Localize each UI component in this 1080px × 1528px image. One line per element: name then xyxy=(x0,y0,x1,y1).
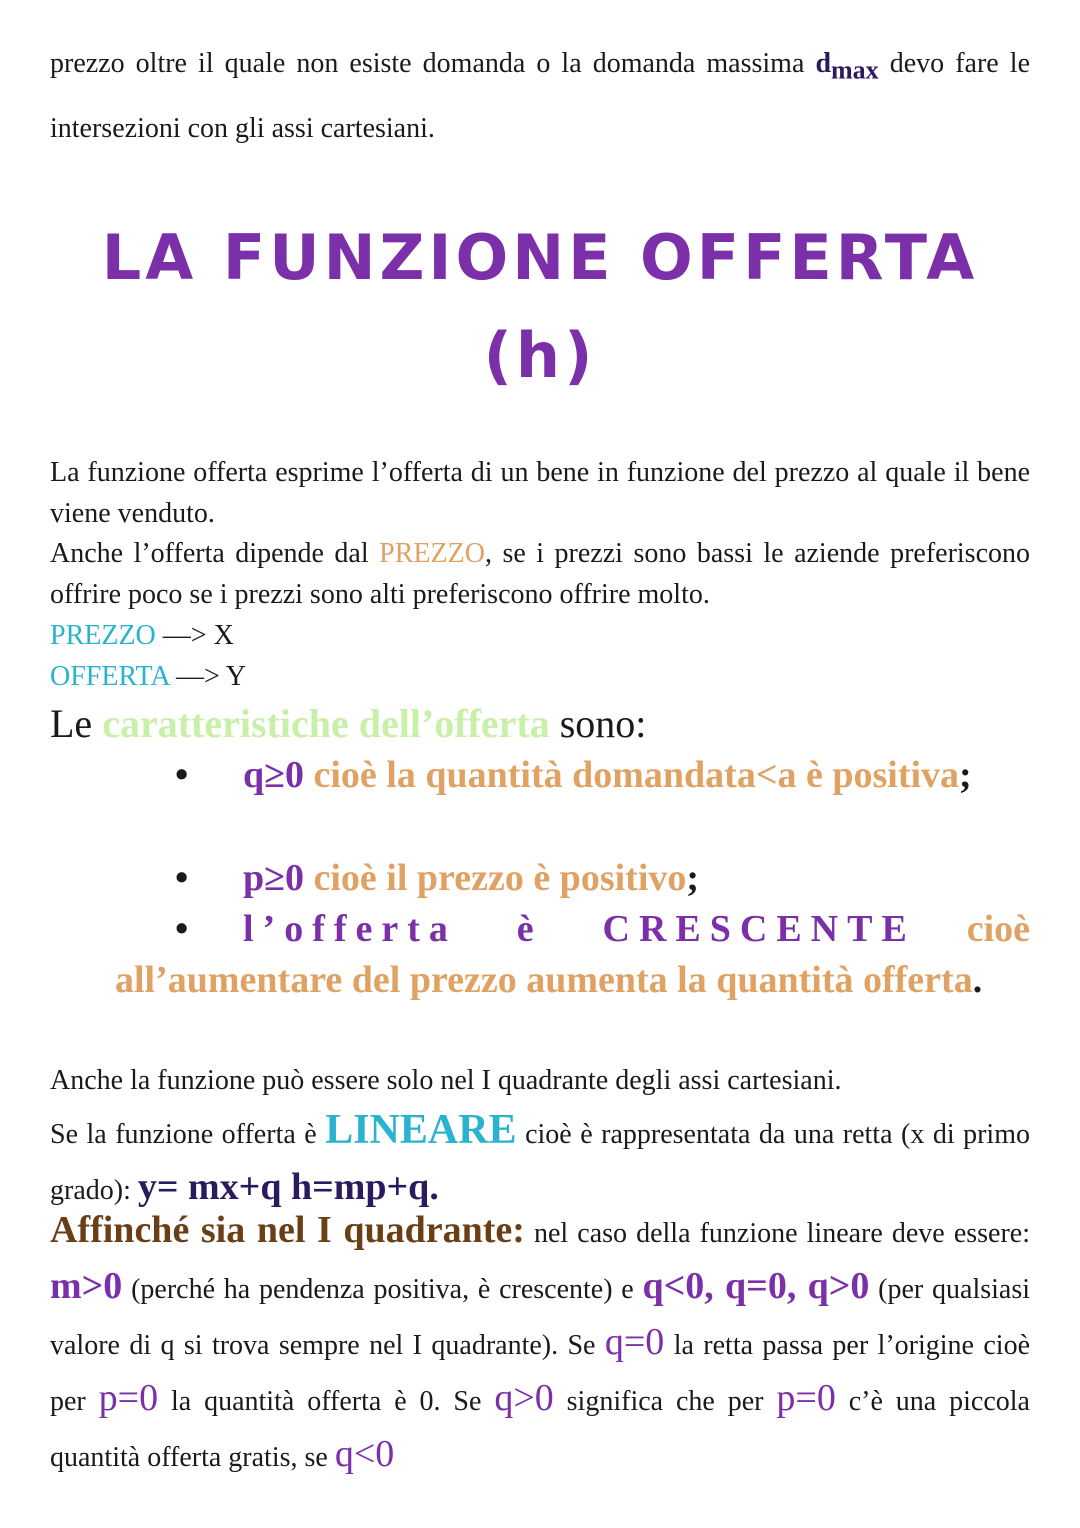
prezzo-keyword: PREZZO xyxy=(379,538,485,569)
price-paragraph: Anche l’offerta dipende dal PREZZO, se i prezzi sono bassi le aziende preferiscono offrire poco se i prezzi sono alti preferiscono offrire molto. xyxy=(50,538,1031,610)
page-title-subtitle: (h) xyxy=(483,319,597,392)
axis-y-mapping: OFFERTA —> Y xyxy=(50,661,246,692)
bullet-item-quantity: • q≥0 cioè la quantità domandata<a è positiva; xyxy=(115,750,1030,801)
dmax-symbol: $d_{max}$ xyxy=(815,48,879,85)
page-title: LA FUNZIONE OFFERTA xyxy=(101,221,979,294)
affinche-paragraph: Affinché sia nel I quadrante: nel caso della funzione lineare deve essere: m>0 (perché ha pendenza positiva, è crescente) e q<0, q=0, q>0 (per qualsiasi valore di q si trova sempre nel I quadrante). Se q=0 la retta passa per l’origine cioè per p=0 la quantità offerta è 0. Se q>0 significa che per p=0 c’è una piccola quantità offerta gratis, se q<0 xyxy=(50,1209,1030,1475)
caratteristiche-heading: Le caratteristiche dell’offerta sono: xyxy=(50,701,647,746)
caratteristiche-highlight: caratteristiche dell’offerta xyxy=(102,701,550,746)
linear-equation: y= mx+q h=mp+q. xyxy=(137,1166,439,1208)
intro-paragraph: prezzo oltre il quale non esiste domanda o la domanda massima $d_{max}$ devo fare le intersezioni con gli assi cartesiani. xyxy=(50,48,1031,144)
bullet-item-crescente: • l’offerta è CRESCENTE cioè all’aumentare del prezzo aumenta la quantità offerta. xyxy=(115,904,1030,1006)
definition-paragraph: La funzione offerta esprime l’offerta di un bene in funzione del prezzo al quale il bene viene venduto. xyxy=(50,457,1030,529)
bullet-dot: • xyxy=(175,908,189,950)
quadrante-paragraph: Anche la funzione può essere solo nel I quadrante degli assi cartesiani. xyxy=(50,1065,842,1096)
lineare-paragraph: Se la funzione offerta è LINEARE cioè è rappresentata da una retta (x di primo grado): y= mx+q h=mp+q. xyxy=(50,1107,1030,1208)
bullet-dot: • xyxy=(175,754,189,796)
affinche-heading: Affinché sia nel I quadrante: xyxy=(50,1209,525,1251)
lineare-keyword: LINEARE xyxy=(325,1107,517,1153)
bullet-dot: • xyxy=(175,857,189,899)
bullet-item-price: • p≥0 cioè il prezzo è positivo; xyxy=(115,853,1030,904)
axis-x-mapping: PREZZO —> X xyxy=(50,620,234,651)
